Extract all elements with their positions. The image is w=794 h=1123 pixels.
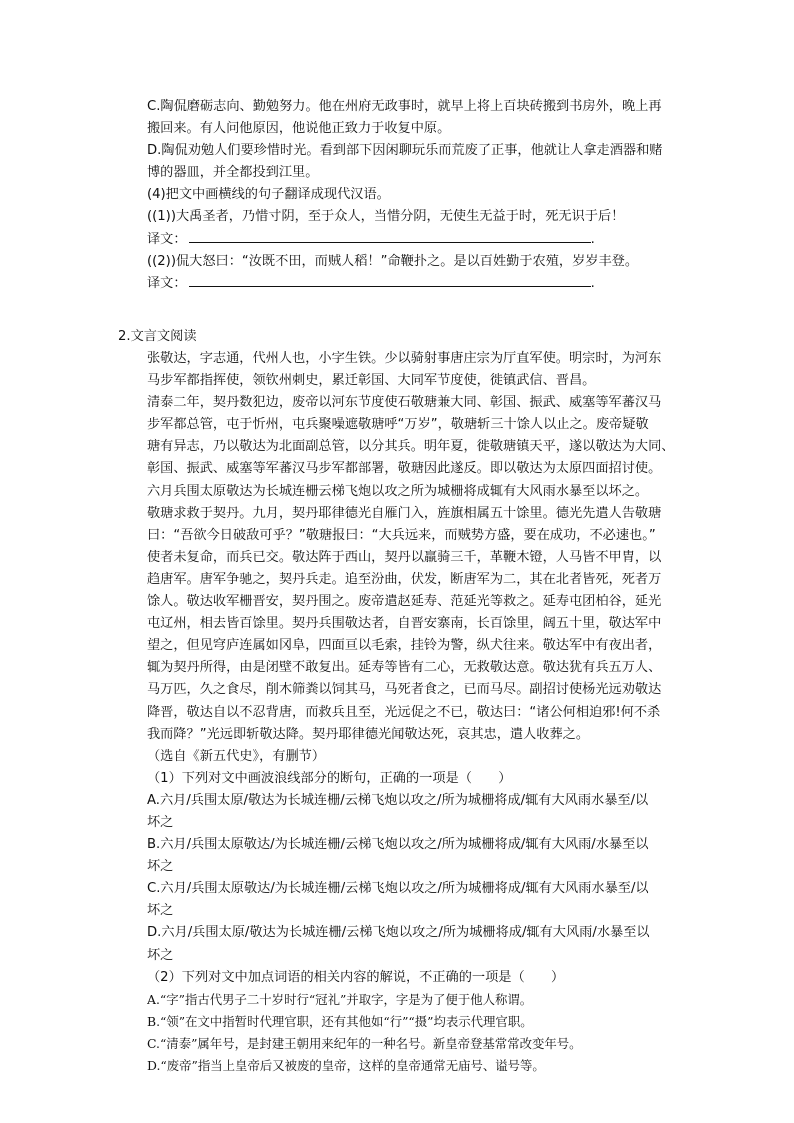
q1-option-b[interactable]: B.六月/兵围太原敬达/为长城连栅/云梯飞炮以攻之/所为城栅将成/辄有大风雨/水暴至以: [147, 837, 649, 853]
q1-option-a-cont: 坏之: [147, 814, 174, 830]
passage-line: 张敬达，字志通，代州人也，小字生铁。少以骑射事唐庄宗为厅直军使。明宗时，为河东: [147, 351, 662, 366]
passage: [147, 348, 707, 768]
q1-option-d-cont: 坏之: [147, 947, 174, 963]
passage-line: 屯辽州，相去皆百馀里。契丹兵围敬达者，自晋安寨南，长百馀里，阔五十里，敬达军中: [147, 616, 662, 632]
passage-line: 清泰二年，契丹数犯边，废帝以河东节度使石敬瑭兼大同、彰国、振武、威塞等军蕃汉马: [147, 395, 662, 411]
passage-line: 我而降？”光远即斩敬达降。契丹耶律德光闻敬达死，哀其忠，遣人收葬之。: [147, 726, 590, 742]
translation-label: 译文：: [147, 275, 187, 291]
passage-line: 马万匹，久之食尽，削木筛粪以饲其马，马死者食之，已而马尽。副招讨使杨光远劝敬达: [147, 682, 662, 698]
q1-option-c-cont: 坏之: [147, 903, 174, 919]
option-c-line-2: 搬回来。有人问他原因，他说他正致力于收复中原。: [147, 121, 451, 137]
passage-line: 瑭有异志，乃以敬达为北面副总管，以分其兵。明年夏，徙敬瑭镇天平，遂以敬达为大同、: [147, 439, 675, 455]
question-2: （2）下列对文中加点词语的相关内容的解说，不正确的一项是（ ）: [147, 969, 565, 985]
passage-line: 降晋，敬达自以不忍背唐，而救兵且至，光远促之不已，敬达曰：“诸公何相迫邪!何不杀: [147, 704, 661, 720]
passage-line: 趋唐军。唐军争驰之，契丹兵走。追至汾曲，伏发，断唐军为二，其在北者皆死，死者万: [147, 571, 662, 587]
q1-option-a[interactable]: A.六月/兵围太原/敬达为长城连栅/云梯飞炮以攻之/所为城栅将成/辄有大风雨水暴至/以: [147, 792, 649, 808]
q1-option-b-cont: 坏之: [147, 859, 174, 875]
passage-line: 辄为契丹所得，由是闭壁不敢复出。延寿等皆有二心，无救敬达意。敬达犹有兵五万人、: [147, 660, 662, 676]
translation-label: 译文：: [147, 231, 187, 247]
option-d-line-1: D.陶侃劝勉人们要珍惜时光。看到部下因闲聊玩乐而荒废了正事，他就让人拿走酒器和赌: [147, 143, 663, 159]
translation-blank[interactable]: [189, 230, 591, 243]
option-d-line-2: 博的器皿，并全都投到江里。: [147, 165, 319, 181]
q1-option-c[interactable]: C.六月/兵围太原敬达/为长城连栅/云梯飞炮以攻之/所为城栅将成/辄有大风雨水暴至/以: [147, 881, 649, 897]
question-4: (4)把文中画横线的句子翻译成现代汉语。: [147, 187, 390, 203]
section-2: [147, 348, 707, 1077]
translation-blank[interactable]: [189, 274, 591, 287]
section-1: [147, 96, 707, 295]
passage-line: 使者未复命，而兵已交。敬达阵于西山，契丹以羸骑三千，革鞭木镫，人马皆不甲胄，以: [147, 549, 662, 565]
q2-option-d[interactable]: D.“废帝”指当上皇帝后又被废的皇帝，这样的皇帝通常无庙号、谥号等。: [147, 1058, 545, 1073]
section-2-heading: 2.文言文阅读: [118, 329, 197, 344]
translation-row-1: [147, 229, 707, 251]
q2-option-a[interactable]: A.“字”指古代男子二十岁时行“冠礼”并取字，字是为了便于他人称谓。: [147, 991, 533, 1007]
question-4-sentence-1: ((1))大禹圣者，乃惜寸阴，至于众人，当惜分阴，无使生无益于时，死无识于后！: [147, 209, 625, 225]
passage-line-wavy: 六月兵围太原敬达为长城连栅云梯飞炮以攻之所为城栅将成辄有大风雨水暴至以坏之。: [147, 483, 649, 499]
passage-line: 步军都总管，屯于忻州，屯兵聚噪遮敬瑭呼“万岁”，敬瑭斩三十馀人以止之。废帝疑敬: [147, 417, 649, 433]
passage-line: 馀人。敬达收军栅晋安，契丹围之。废帝遣赵延寿、范延光等救之。延寿屯团柏谷，延光: [147, 594, 662, 610]
translation-end: .: [590, 231, 595, 247]
question-4-sentence-2: ((2))侃大怒曰：“汝既不田，而贼人稻！”命鞭扑之。是以百姓勤于农殖，岁岁丰登。: [147, 253, 639, 269]
passage-line: 敬瑭求救于契丹。九月，契丹耶律德光自雁门入，旌旗相属五十馀里。德光先遣人告敬瑭: [147, 505, 662, 521]
passage-line: 彰国、振武、威塞等军蕃汉马步军都部署，敬瑭因此遂反。即以敬达为太原四面招讨使。: [147, 461, 662, 477]
question-1: （1）下列对文中画波浪线部分的断句，正确的一项是（ ）: [147, 770, 512, 786]
passage-line: 马步军都指挥使，领钦州刺史，累迁彰国、大同军节度使，徙镇武信、晋昌。: [147, 373, 596, 389]
q2-option-b[interactable]: B.“领”在文中指暂时代理官职，还有其他如“行”“摄”均表示代理官职。: [147, 1013, 533, 1029]
q2-option-c[interactable]: C.“清泰”属年号，是封建王朝用来纪年的一种名号。新皇帝登基常常改变年号。: [147, 1035, 582, 1051]
translation-row-2: [147, 273, 707, 295]
passage-line: 望之，但见穹庐连属如冈阜，四面亘以毛索，挂铃为警，纵犬往来。敬达军中有夜出者，: [147, 638, 662, 654]
passage-source: （选自《新五代史》，有删节）: [147, 748, 326, 764]
q1-option-d[interactable]: D.六月/兵围太原/敬达为长城连栅/云梯飞炮以攻之/所为城栅将成/辄有大风雨/水暴至以: [147, 925, 650, 941]
option-c-line-1: C.陶侃磨砺志向、勤勉努力。他在州府无政事时，就早上将上百块砖搬到书房外，晚上再: [147, 99, 662, 114]
passage-line: 曰：“吾欲今日破敌可乎？”敬瑭报曰：“大兵远来，而贼势方盛，要在成功，不必速也。”: [147, 527, 656, 543]
translation-end: .: [590, 275, 595, 291]
